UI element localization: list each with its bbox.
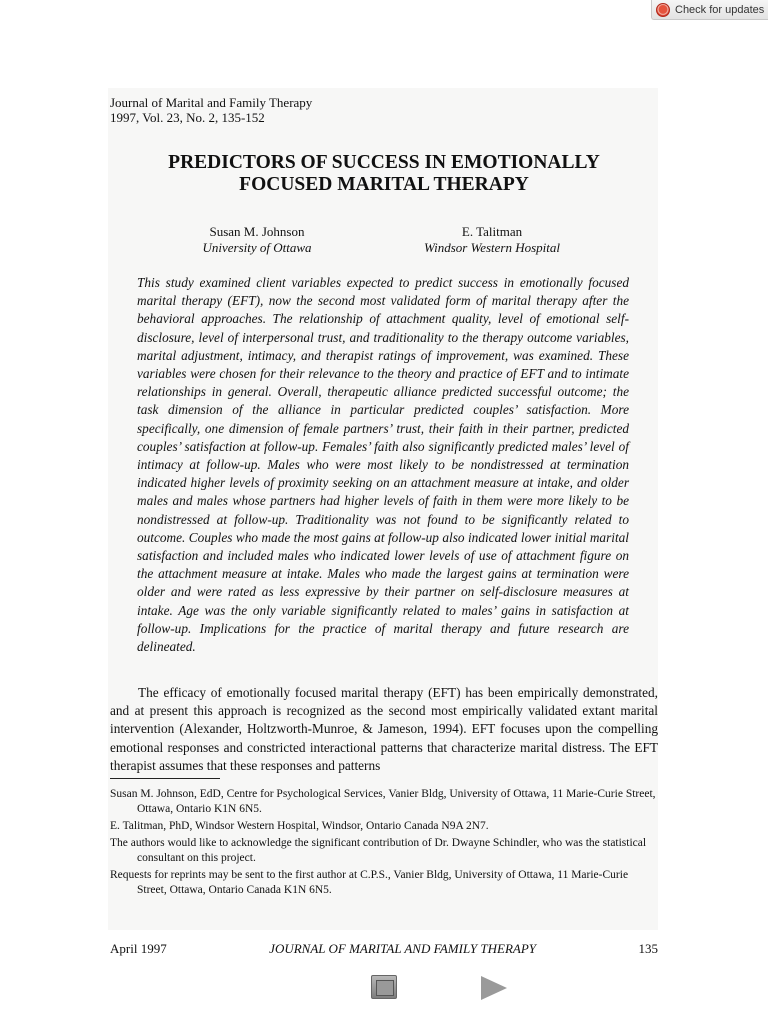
author-name: E. Talitman — [461, 224, 523, 239]
author-name: Susan M. Johnson — [209, 224, 305, 239]
footer-journal: JOURNAL OF MARITAL AND FAMILY THERAPY — [269, 941, 537, 956]
journal-name: Journal of Marital and Family Therapy — [110, 95, 313, 110]
page-number: 135 — [638, 941, 658, 956]
crossmark-icon — [656, 3, 670, 17]
footnote: The authors would like to acknowledge the significant contribution of Dr. Dwayne Schindler, who was the statistical consultant on this project. — [110, 837, 647, 864]
citation-volume: 1997, Vol. 23, No. 2, 135-152 — [110, 110, 265, 125]
author-1 — [195, 224, 319, 256]
author-affiliation: University of Ottawa — [202, 240, 312, 255]
footnote-divider — [110, 778, 220, 779]
author-affiliation: Windsor Western Hospital — [423, 240, 561, 255]
footnotes — [110, 787, 658, 900]
abstract: This study examined client variables expected to predict success in emotionally focused marital therapy (EFT), now the second most validated form of marital therapy after the behavioral approaches. The relationship of attachment quality, level of emotional self-disclosure, level of interpersonal trust, and traditionality to the therapy outcome variables, marital adjustment, intimacy, and therapist ratings of improvement, was examined. These variables were chosen for their relevance to the theory and practice of EFT and to intimate relationships in general. Overall, therapeutic alliance predicted successful outcome; the task dimension of the alliance in particular predicted couples’ satisfaction. More specifically, one dimension of female partners’ trust, their faith in their partner, predicted couples’ satisfaction at follow-up. Females’ faith also significantly predicted males’ level of intimacy at follow-up. Males who were most likely to be nondistressed at termination indicated higher levels of proximity seeking on an attachment measure at intake, and older males and males whose partners had higher levels of faith in them were more likely to be nondistressed at follow-up. Traditionality was not found to be significantly related to outcome. Couples who made the most gains at follow-up also indicated lower initial marital satisfaction and included males who indicated lower levels of use of attachment figure on the attachment measure at intake. Males who made the largest gains at termination were older and were rated as less expressive by their partner on self-disclosure measures at intake. Age was the only variable significantly related to males’ gains in satisfaction at follow-up. Implications for the practice of marital therapy and future research are delineated. — [137, 275, 629, 655]
page-footer — [110, 941, 658, 957]
footnote: Requests for reprints may be sent to the first author at C.P.S., Vanier Bldg, University of Ottawa, 11 Marie-Curie Street, Ottawa, Ontario Canada K1N 6N5. — [110, 869, 629, 896]
author-2 — [410, 224, 574, 256]
paper-title — [110, 152, 658, 196]
check-updates-label: Check for updates — [675, 3, 765, 16]
journal-citation — [110, 95, 312, 125]
footer-date: April 1997 — [110, 941, 167, 956]
check-for-updates-button[interactable] — [651, 0, 768, 20]
stop-icon[interactable] — [371, 975, 397, 999]
body-paragraph: The efficacy of emotionally focused marital therapy (EFT) has been empirically demonstrated, and at present this approach is recognized as the second most empirically validated extant marital intervention (Alexander, Holtzworth-Munroe, & Jameson, 1994). EFT focuses upon the compelling emotional responses and constricted interactional patterns that characterize marital distress. The EFT therapist assumes that these responses and patterns — [110, 685, 658, 773]
title-line-2: FOCUSED MARITAL THERAPY — [239, 174, 529, 195]
footnote: E. Talitman, PhD, Windsor Western Hospital, Windsor, Ontario Canada N9A 2N7. — [110, 820, 489, 832]
footnote: Susan M. Johnson, EdD, Centre for Psychological Services, Vanier Bldg, University of Ottawa, 11 Marie-Curie Street, Ottawa, Ontario K1N 6N5. — [110, 788, 656, 815]
play-next-icon[interactable] — [481, 976, 507, 1000]
title-line-1: PREDICTORS OF SUCCESS IN EMOTIONALLY — [168, 152, 600, 173]
